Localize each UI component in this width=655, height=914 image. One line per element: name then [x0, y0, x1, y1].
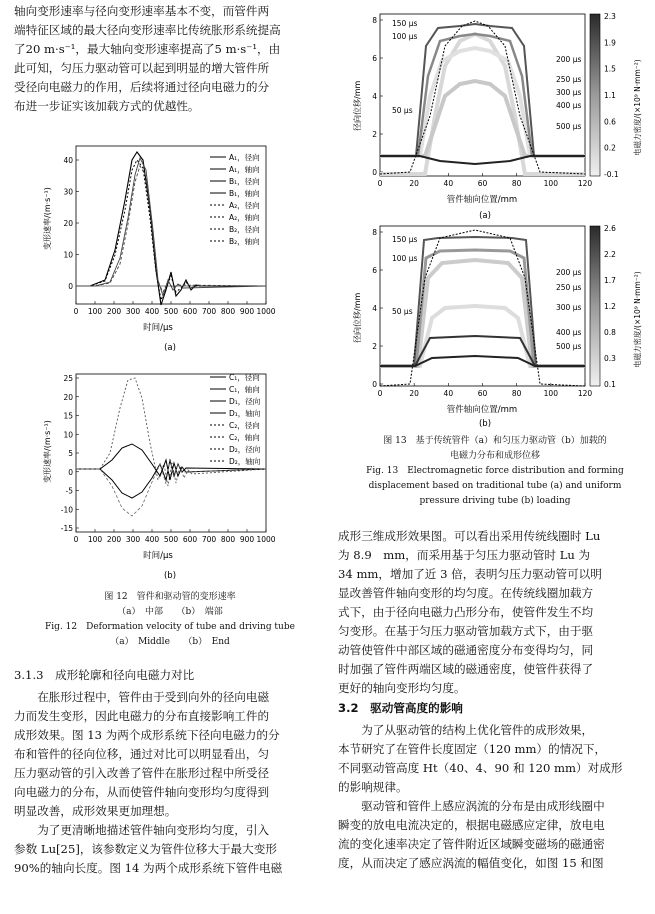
x-axis-label: 时间/μs	[143, 551, 173, 561]
text-line: 为 8.9 mm，而采用基于匀压力驱动管时 Lu 为	[338, 548, 591, 562]
text-line: 此可知，匀压力驱动管可以起到明显的增大管件所	[14, 61, 270, 75]
panel-label: (a)	[164, 343, 176, 353]
y-tick-label: 2	[372, 342, 377, 351]
legend-label: B₂，轴向	[229, 237, 260, 246]
text-line: 流的变化速率决定了管件附近区域瞬变磁场的磁通密	[338, 837, 605, 851]
text-line: 布和管件的径向位移，通过对比可以明显看出，匀	[14, 747, 270, 761]
y-tick-label: 30	[63, 187, 73, 197]
text-line: 驱动管和管件上感应涡流的分布是由成形线圈中	[361, 799, 605, 813]
y-tick-label: 25	[63, 374, 73, 383]
y-tick-label: 20	[63, 392, 73, 402]
legend-label: C₂，径向	[229, 421, 260, 430]
x-tick-label: 700	[201, 307, 217, 316]
text-line: 端特征区域的最大径向变形速率比传统胀形系统提高	[14, 23, 281, 37]
section-heading-32: 3.2 驱动管高度的影响	[338, 701, 463, 715]
fig12-caption	[40, 590, 300, 650]
time-label: 300 μs	[556, 88, 582, 97]
x-tick-label: 40	[443, 389, 454, 398]
x-axis-label: 时间/μs	[143, 323, 173, 333]
colorbar-tick: 2.3	[604, 12, 616, 21]
x-tick-label: 900	[239, 535, 255, 544]
time-label: 500 μs	[556, 342, 582, 351]
x-tick-label: 0	[73, 307, 79, 316]
x-tick-label: 60	[477, 389, 488, 398]
text-line: 了20 m·s⁻¹，最大轴向变形速率提高了5 m·s⁻¹，由	[14, 42, 281, 56]
x-tick-label: 800	[220, 307, 236, 316]
y-tick-label: 10	[63, 430, 73, 440]
text-line: 时加强了管件两端区域的磁通密度，使管件获得了	[338, 662, 594, 676]
x-tick-label: 1000	[256, 307, 276, 316]
y-tick-label: 10	[63, 250, 73, 260]
x-tick-label: 80	[511, 179, 522, 188]
text-line: 34 mm，增加了近 3 倍，表明匀压力驱动管可以明	[338, 567, 602, 581]
x-tick-label: 500	[163, 307, 179, 316]
colorbar	[590, 14, 600, 176]
time-label: 300 μs	[556, 303, 582, 312]
text-line: 瞬变的放电电流决定的，根据电磁感应定律，放电电	[338, 818, 605, 832]
legend-label: D₂，轴向	[229, 457, 261, 466]
text-line: 本节研究了在管件长度固定（120 mm）的情况下，	[338, 742, 607, 756]
y-tick-label: 20	[63, 219, 73, 228]
caption-sub-cn: （a） 中部 （b） 端部	[117, 607, 223, 617]
time-label: 50 μs	[392, 106, 413, 115]
x-tick-label: 500	[163, 535, 179, 544]
y-tick-label: -15	[60, 524, 73, 533]
fig12b-chart	[40, 368, 310, 583]
y-tick-label: 0	[68, 467, 73, 477]
x-tick-label: 100	[543, 389, 558, 398]
text-line: 度，从而决定了感应涡流的幅值变化，如图 15 和图	[338, 856, 604, 870]
y-tick-label: 8	[372, 16, 377, 25]
colorbar-tick: -0.1	[604, 170, 619, 179]
x-tick-label: 120	[577, 179, 593, 188]
x-tick-label: 0	[377, 389, 383, 398]
x-tick-label: 0	[377, 179, 383, 188]
text-line: 受径向电磁力的作用，后续将通过径向电磁力的分	[14, 80, 270, 94]
right-bottom-paragraph-2	[338, 721, 644, 873]
y-tick-label: 2	[372, 130, 377, 139]
fig13b-chart	[350, 218, 650, 428]
text-line: 90%的轴向长度。图 14 为两个成形系统下管件电磁	[14, 861, 283, 875]
panel-label: (b)	[478, 419, 492, 428]
text-line: 显改善管件轴向变形的均匀度。在传统线圈加载方	[338, 586, 594, 600]
time-label: 100 μs	[392, 32, 418, 41]
colorbar-tick: 1.2	[604, 302, 616, 311]
text-line: 为了从驱动管的结构上优化管件的成形效果，	[361, 723, 594, 737]
legend-label: B₁，轴向	[229, 189, 260, 198]
x-tick-label: 300	[125, 535, 141, 544]
colorbar-tick: 0.8	[604, 328, 616, 337]
text-line: 向电磁力的分布，从而使管件轴向变形均匀度得到	[14, 785, 270, 799]
x-tick-label: 300	[125, 307, 141, 316]
x-tick-label: 600	[182, 535, 198, 544]
fig13a-chart	[350, 6, 650, 221]
legend-label: D₂，径向	[229, 445, 261, 454]
y-tick-label: -10	[60, 505, 73, 515]
y-tick-label: 6	[372, 54, 377, 63]
x-tick-label: 40	[443, 179, 454, 188]
legend-label: A₂，径向	[229, 201, 260, 210]
y-tick-label: 0	[372, 380, 377, 389]
text-line: 力而发生变形，因此电磁力的分布直接影响工件的	[14, 709, 270, 723]
time-label: 250 μs	[556, 283, 582, 292]
x-tick-label: 0	[73, 535, 79, 544]
text-line: 明显改善，成形效果更加理想。	[14, 804, 177, 818]
x-tick-label: 100	[87, 307, 103, 316]
fig12a-chart	[40, 140, 310, 355]
time-label: 150 μs	[392, 19, 418, 28]
time-label: 200 μs	[556, 268, 582, 277]
x-tick-label: 800	[220, 535, 236, 544]
time-label: 500 μs	[556, 122, 582, 131]
colorbar-tick: 0.1	[604, 380, 616, 389]
y-tick-label: 6	[372, 266, 377, 275]
legend-label: A₂，轴向	[229, 213, 260, 222]
text-line: 匀变形。在基于匀压力驱动管加载方式下，由于驱	[338, 624, 594, 638]
x-tick-label: 700	[201, 535, 217, 544]
text-line: 成形效果。图 13 为两个成形系统下径向电磁力的分	[14, 728, 280, 742]
time-label: 250 μs	[556, 75, 582, 84]
time-label: 100 μs	[392, 254, 418, 263]
text-line: 式下，由于径向电磁力凸形分布，使管件发生不均	[338, 605, 594, 619]
displacement-curves	[380, 21, 585, 174]
y-tick-label: -5	[65, 486, 73, 496]
left-bottom-paragraph	[14, 688, 320, 878]
y-tick-label: 4	[372, 304, 377, 313]
caption-cn2: 电磁力分布和成形位移	[449, 451, 540, 461]
text-line: 的影响规律。	[338, 780, 408, 794]
x-tick-label: 200	[106, 307, 122, 316]
legend-label: C₁，径向	[229, 373, 260, 382]
text-line: 参数 Lu[25]，该参数定义为管件位移大于最大变形	[14, 842, 277, 856]
time-label: 400 μs	[556, 101, 582, 110]
x-tick-label: 20	[409, 179, 419, 188]
text-line: 不同驱动管高度 Ht（40、4、90 和 120 mm）对成形	[338, 761, 623, 775]
x-tick-label: 60	[477, 179, 488, 188]
y-tick-label: 40	[63, 156, 73, 165]
section-heading-313: 3.1.3 成形轮廓和径向电磁力对比	[14, 668, 195, 682]
caption-cn: 图 13 基于传统管件（a）和匀压力驱动管（b）加载的	[383, 436, 607, 446]
y-tick-label: 4	[372, 92, 377, 101]
x-tick-label: 100	[87, 535, 103, 544]
legend	[210, 152, 260, 247]
legend-label: A₁，轴向	[229, 165, 260, 174]
panel-label: (a)	[479, 211, 491, 221]
y-axis-label: 径向位移/mm	[353, 292, 362, 343]
colorbar-tick: 1.9	[604, 38, 616, 48]
x-tick-label: 900	[239, 307, 255, 316]
x-tick-label: 1000	[256, 535, 276, 544]
legend-label: B₁，径向	[229, 177, 260, 186]
legend-label: D₁，径向	[229, 397, 261, 406]
colorbar-tick: 1.7	[604, 276, 616, 285]
caption-cn: 图 12 管件和驱动管的变形速率	[104, 592, 236, 602]
x-tick-label: 120	[577, 389, 593, 398]
panel-label: (b)	[163, 571, 177, 581]
text-line: 为了更清晰地描述管件轴向变形均匀度，引入	[37, 823, 270, 837]
time-label: 400 μs	[556, 328, 582, 337]
time-label: 200 μs	[556, 55, 582, 64]
time-label: 50 μs	[392, 307, 413, 316]
legend-label: A₁，径向	[229, 153, 260, 162]
x-tick-label: 100	[543, 179, 558, 188]
y-axis-label: 变形速率/(m·s⁻¹)	[43, 187, 52, 250]
colorbar	[590, 226, 600, 386]
colorbar-tick: 2.6	[604, 224, 616, 233]
text-line: 压力驱动管的引入改善了管件在胀形过程中所受径	[14, 766, 270, 780]
colorbar-label: 电磁力密度/(×10⁹ N·mm⁻²)	[633, 271, 642, 368]
x-tick-label: 600	[182, 307, 198, 316]
text-line: 动管使管件中部区域的磁通密度分布变得均匀，同	[338, 643, 594, 657]
text-line: 布进一步证实该加载方式的优越性。	[14, 99, 200, 113]
caption-en3: pressure driving tube (b) loading	[419, 496, 571, 506]
time-label: 150 μs	[392, 235, 418, 244]
x-tick-label: 80	[511, 389, 522, 398]
colorbar-tick: 2.2	[604, 250, 616, 259]
caption-en: Fig. 12 Deformation velocity of tube and driving tube	[45, 622, 295, 632]
colorbar-tick: 1.5	[604, 64, 616, 74]
x-axis-label: 管件轴向位置/mm	[446, 405, 518, 415]
colorbar-label: 电磁力密度/(×10⁹ N·mm⁻²)	[633, 59, 642, 156]
colorbar-tick: 1.1	[604, 91, 616, 100]
left-top-paragraph	[14, 2, 320, 116]
x-tick-label: 400	[144, 535, 160, 544]
x-tick-label: 200	[106, 535, 122, 544]
x-axis-label: 管件轴向位置/mm	[446, 195, 518, 205]
fig13-caption	[355, 434, 635, 509]
y-tick-label: 0	[372, 168, 377, 177]
x-tick-label: 20	[409, 389, 419, 398]
caption-sub-en: （a） Middle （b） End	[110, 637, 230, 647]
right-bottom-paragraph	[338, 527, 644, 698]
text-line: 成形三维成形效果图。可以看出采用传统线圈时 Lu	[338, 529, 601, 543]
x-tick-label: 400	[144, 307, 160, 316]
colorbar-tick: 0.2	[604, 143, 616, 153]
legend-label: D₁，轴向	[229, 409, 261, 418]
y-tick-label: 8	[372, 228, 377, 237]
y-axis-label: 变形速率/(m·s⁻¹)	[43, 420, 52, 483]
text-line: 轴向变形速率与径向变形速率基本不变，而管件两	[14, 4, 270, 18]
y-tick-label: 15	[63, 411, 73, 421]
text-line: 更好的轴向变形均匀度。	[338, 681, 466, 695]
y-axis-label: 径向位移/mm	[353, 80, 362, 131]
y-tick-label: 0	[68, 282, 73, 291]
legend-label: C₂，轴向	[229, 433, 260, 442]
text-line: 在胀形过程中，管件由于受到向外的径向电磁	[37, 690, 270, 704]
colorbar-tick: 0.6	[604, 117, 616, 127]
colorbar-tick: 0.3	[604, 354, 616, 363]
y-tick-label: 5	[68, 449, 73, 458]
caption-en2: displacement based on traditional tube (a) and uniform	[368, 481, 622, 491]
caption-en: Fig. 13 Electromagnetic force distribution and forming	[366, 466, 624, 476]
legend-label: B₂，径向	[229, 225, 260, 234]
legend-label: C₁，轴向	[229, 385, 260, 394]
